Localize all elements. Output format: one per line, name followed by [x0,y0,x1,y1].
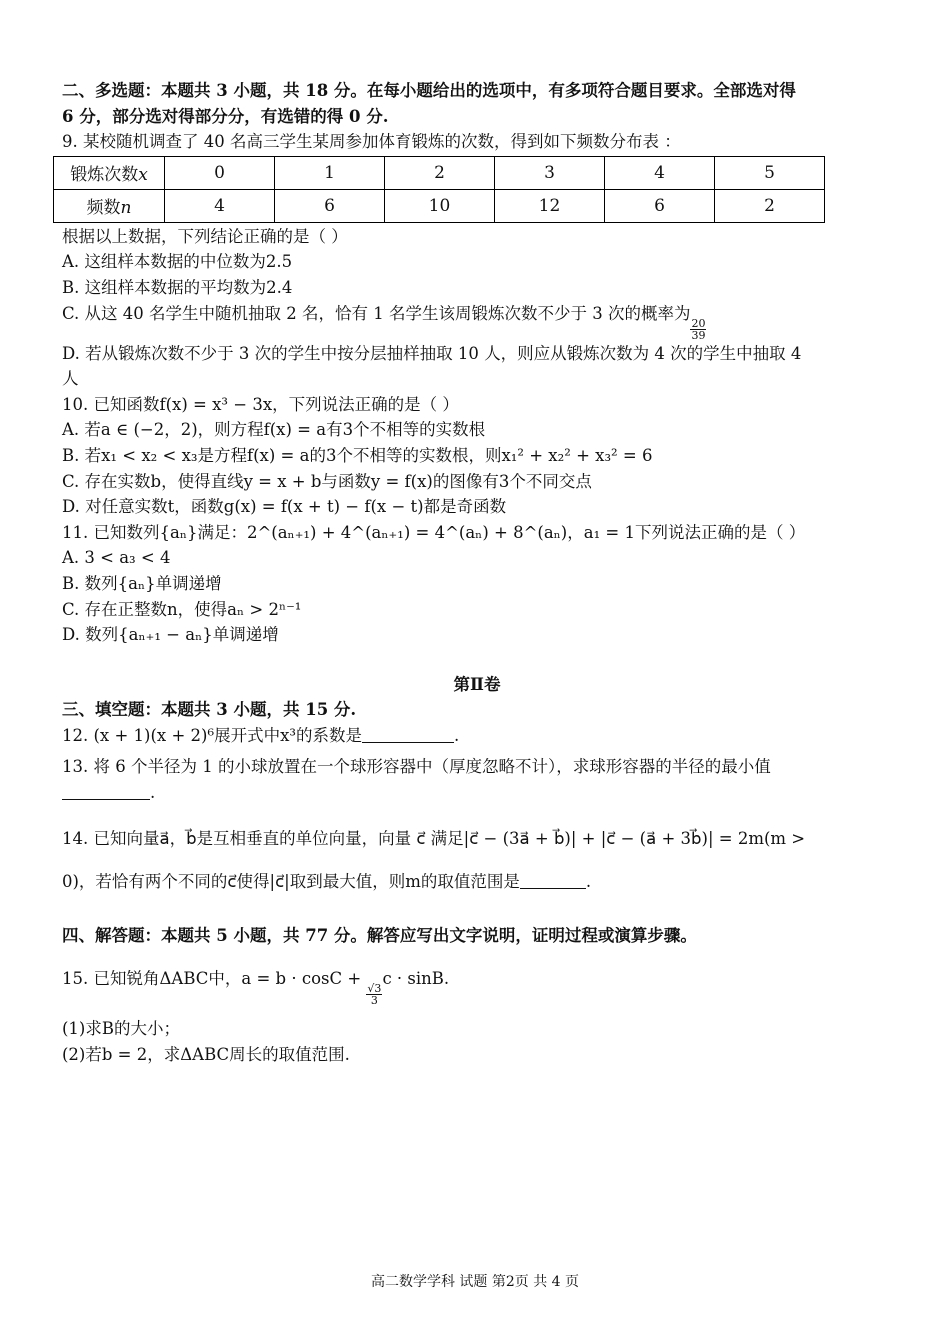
q9-option-c-text: C. 从这 40 名学生中随机抽取 2 名，恰有 1 名学生该周锻炼次数不少于 3 次的概率为 [62,303,691,323]
table-cell: 4 [605,156,715,189]
table-cell: 3 [495,156,605,189]
table-cell: 6 [275,189,385,222]
table-cell: 2 [715,189,825,222]
q14-line2: 0)，若恰有两个不同的c⃗使得|c⃗|取到最大值，则m的取值范围是 . [62,872,592,892]
q13-line1: 13. 将 6 个半径为 1 的小球放置在一个球形容器中（厚度忽略不计），求球形容器的半径的最小值 [62,757,771,777]
q11-option-d: D. 数列{aₙ₊₁ − aₙ}单调递增 [62,625,279,645]
q9-option-d-line2: 人 [62,369,79,389]
table-cell: 6 [605,189,715,222]
q15-stem: 15. 已知锐角ΔABC中，a = b · cosC + $\frac{√3}{3}$ c · sinB. [62,969,450,1008]
q9-option-c [62,301,892,341]
page-footer: 高二数学学科 试题 第2页 共 4 页 [370,1274,580,1290]
table-cell: 1 [275,156,385,189]
part2-title: 第Ⅱ卷 [453,674,501,694]
table-cell: 0 [165,156,275,189]
q9-stem: 9. 某校随机调查了 40 名高三学生某周参加体育锻炼的次数，得到如下频数分布表 ： [62,132,681,152]
answer-blank [62,799,150,800]
table-cell: 2 [385,156,495,189]
q9-option-b: B. 这组样本数据的平均数为2.4 [62,277,293,297]
frequency-table [53,156,825,223]
q15-part1: (1)求B的大小； [62,1019,180,1039]
q11-option-c: C. 存在正整数n，使得aₙ > 2ⁿ⁻¹ [62,599,302,619]
q9-prompt: 根据以上数据，下列结论正确的是（ ） [62,226,348,246]
table-cell: 12 [495,189,605,222]
table-row [54,189,825,222]
q11-stem: 11. 已知数列{aₙ}满足：2^(aₙ₊₁) + 4^(aₙ₊₁) = 4^(aₙ) + 8^(aₙ)，a₁ = 1下列说法正确的是（ ） [62,522,806,542]
table-cell: 5 [715,156,825,189]
answer-blank [362,742,454,743]
section3-heading: 三、填空题：本题共 3 小题，共 15 分. [62,700,357,720]
q11-option-a: A. 3 < a₃ < 4 [62,548,171,568]
table-row [54,156,825,189]
q10-stem: 10. 已知函数f(x) = x³ − 3x，下列说法正确的是（ ） [62,394,459,414]
answer-blank [520,888,586,889]
section2-heading-line2: 6 分，部分选对得部分分，有选错的得 0 分. [62,106,389,126]
q11-option-b: B. 数列{aₙ}单调递增 [62,573,222,593]
q15-part2: (2)若b = 2，求ΔABC周长的取值范围. [62,1045,350,1065]
section2-heading-line1: 二、多选题：本题共 3 小题，共 18 分。在每小题给出的选项中，有多项符合题目要求。全部选对得 [62,81,796,100]
table-cell: 4 [165,189,275,222]
q9-option-a: A. 这组样本数据的中位数为2.5 [62,252,293,272]
probability-fraction: $\frac{20}{39}$ [691,316,706,342]
q10-option-a: A. 若a ∈ (−2，2)，则方程f(x) = a有3个不相等的实数根 [62,420,486,440]
sqrt3-over-3-fraction: $\frac{√3}{3}$ [367,982,382,1008]
table-row-header-x: 锻炼次数x [54,156,165,189]
q9-option-d-line1: D. 若从锻炼次数不少于 3 次的学生中按分层抽样抽取 10 人，则应从锻炼次数为 4 次的学生中抽取 4 [62,343,802,363]
q10-option-d: D. 对任意实数t，函数g(x) = f(x + t) − f(x − t)都是奇函数 [62,497,507,517]
section4-heading: 四、解答题：本题共 5 小题，共 77 分。解答应写出文字说明，证明过程或演算步骤。 [62,925,697,945]
table-row-header-n: 频数n [54,189,165,222]
exam-page [62,78,892,1068]
q10-option-b: B. 若x₁ < x₂ < x₃是方程f(x) = a的3个不相等的实数根，则x₁² + x₂² + x₃² = 6 [62,445,653,465]
q13-line2: . [62,780,892,806]
q12: 12. (x + 1)(x + 2)⁶展开式中x³的系数是 . [62,725,460,745]
q10-option-c: C. 存在实数b，使得直线y = x + b与函数y = f(x)的图像有3个不同交点 [62,471,592,491]
table-cell: 10 [385,189,495,222]
q14-line1: 14. 已知向量a⃗，b⃗是互相垂直的单位向量，向量 c⃗ 满足|c⃗ − (3a⃗ + b⃗)| + |c⃗ − (a⃗ + 3b⃗)| = 2m(m > [62,828,806,848]
